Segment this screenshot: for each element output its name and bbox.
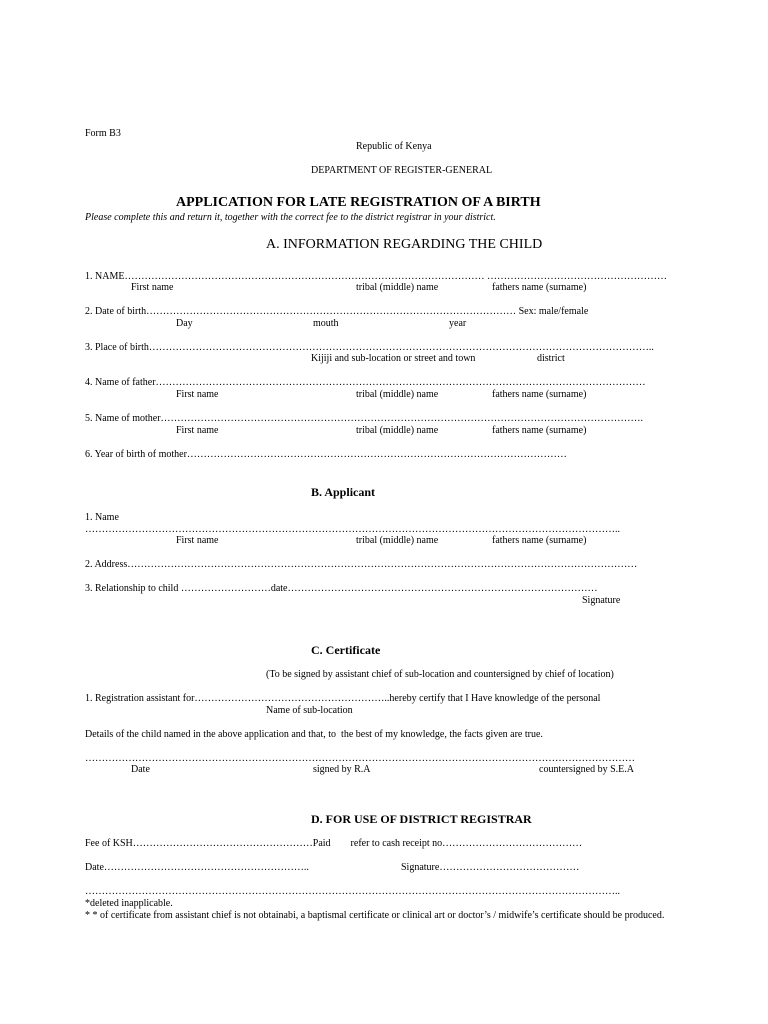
mother-first-caption: First name [176, 425, 219, 436]
applicant-address-field[interactable]: 2. Address……………………………………………………………………………………………………………………………………… [85, 559, 638, 570]
dob-day-caption: Day [176, 318, 193, 329]
applicant-signature-caption: Signature [582, 595, 621, 606]
certification-statement: Details of the child named in the above application and that, to the best of my knowledge, the facts given are true. [85, 729, 543, 740]
applicant-first-caption: First name [176, 535, 219, 546]
place-of-birth-field[interactable]: 3. Place of birth…………………………………………………………………………………………………………………………………….. [85, 342, 654, 353]
pob-district-caption: district [537, 353, 565, 364]
certificate-signature-field[interactable]: ………………………………………………………………………………………………………………………………………………… [85, 753, 635, 764]
pob-location-caption: Kijiji and sub-location or street and town [311, 353, 476, 364]
certificate-date-caption: Date [131, 764, 150, 775]
registration-assistant-field[interactable]: 1. Registration assistant for…………………………………………………..hereby certify that I Have knowledge of the personal [85, 693, 601, 704]
signed-by-ra-caption: signed by R.A [313, 764, 371, 775]
applicant-name-field[interactable]: …………………………………………………………………………………………………………………………………………….. [85, 524, 620, 535]
applicant-middle-caption: tribal (middle) name [356, 535, 439, 546]
form-title: APPLICATION FOR LATE REGISTRATION OF A BIRTH [176, 195, 541, 210]
mother-surname-caption: fathers name (surname) [492, 425, 587, 436]
relationship-date-field[interactable]: 3. Relationship to child ………………………date………………………………………………………………………………… [85, 583, 598, 594]
applicant-surname-caption: fathers name (surname) [492, 535, 587, 546]
footnote-certificate: * * of certificate from assistant chief is not obtainabi, a baptismal certificate or clinical art or doctor’s / midwife’s certificate should be produced. [85, 910, 665, 921]
mother-middle-caption: tribal (middle) name [356, 425, 439, 436]
child-name-first-caption: First name [131, 282, 174, 293]
section-d-heading: D. FOR USE OF DISTRICT REGISTRAR [311, 812, 532, 826]
child-name-middle-caption: tribal (middle) name [356, 282, 439, 293]
father-middle-caption: tribal (middle) name [356, 389, 439, 400]
certificate-note: (To be signed by assistant chief of sub-location and countersigned by chief of location) [266, 669, 614, 680]
fee-field[interactable]: Fee of KSH………………………………………………Paid refer to cash receipt no…………………………………… [85, 838, 583, 849]
father-surname-caption: fathers name (surname) [492, 389, 587, 400]
registrar-signature-field[interactable]: Signature…………………………………… [401, 862, 580, 873]
countersigned-caption: countersigned by S.E.A [539, 764, 634, 775]
mother-birth-year-field[interactable]: 6. Year of birth of mother…………………………………………………………………………………………………… [85, 449, 567, 460]
mother-name-field[interactable]: 5. Name of mother………………………………………………………………………………………………………………………………. [85, 413, 644, 424]
father-name-field[interactable]: 4. Name of father………………………………………………………………………………………………………………………………… [85, 377, 646, 388]
form-id: Form B3 [85, 128, 121, 139]
section-a-heading: A. INFORMATION REGARDING THE CHILD [266, 237, 543, 252]
registrar-date-field[interactable]: Date…………………………………………………….. [85, 862, 309, 873]
child-name-field[interactable]: 1. NAME……………………………………………………………………………………………… ……………………………………………… [85, 271, 667, 282]
father-first-caption: First name [176, 389, 219, 400]
department-name: DEPARTMENT OF REGISTER-GENERAL [311, 165, 493, 176]
form-instruction: Please complete this and return it, together with the correct fee to the district registrar in your district. [85, 212, 496, 223]
sub-location-caption: Name of sub-location [266, 705, 353, 716]
applicant-name-label: 1. Name [85, 512, 119, 523]
section-c-heading: C. Certificate [311, 643, 381, 657]
footnote-deleted: *deleted inapplicable. [85, 898, 173, 909]
dob-month-caption: mouth [313, 318, 339, 329]
date-of-birth-field[interactable]: 2. Date of birth………………………………………………………………………………………………… Sex: male/female [85, 306, 589, 317]
section-b-heading: B. Applicant [311, 485, 376, 499]
registrar-final-field[interactable]: …………………………………………………………………………………………………………………………………………….. [85, 886, 620, 897]
child-name-surname-caption: fathers name (surname) [492, 282, 587, 293]
country-name: Republic of Kenya [356, 141, 432, 152]
dob-year-caption: year [449, 318, 467, 329]
